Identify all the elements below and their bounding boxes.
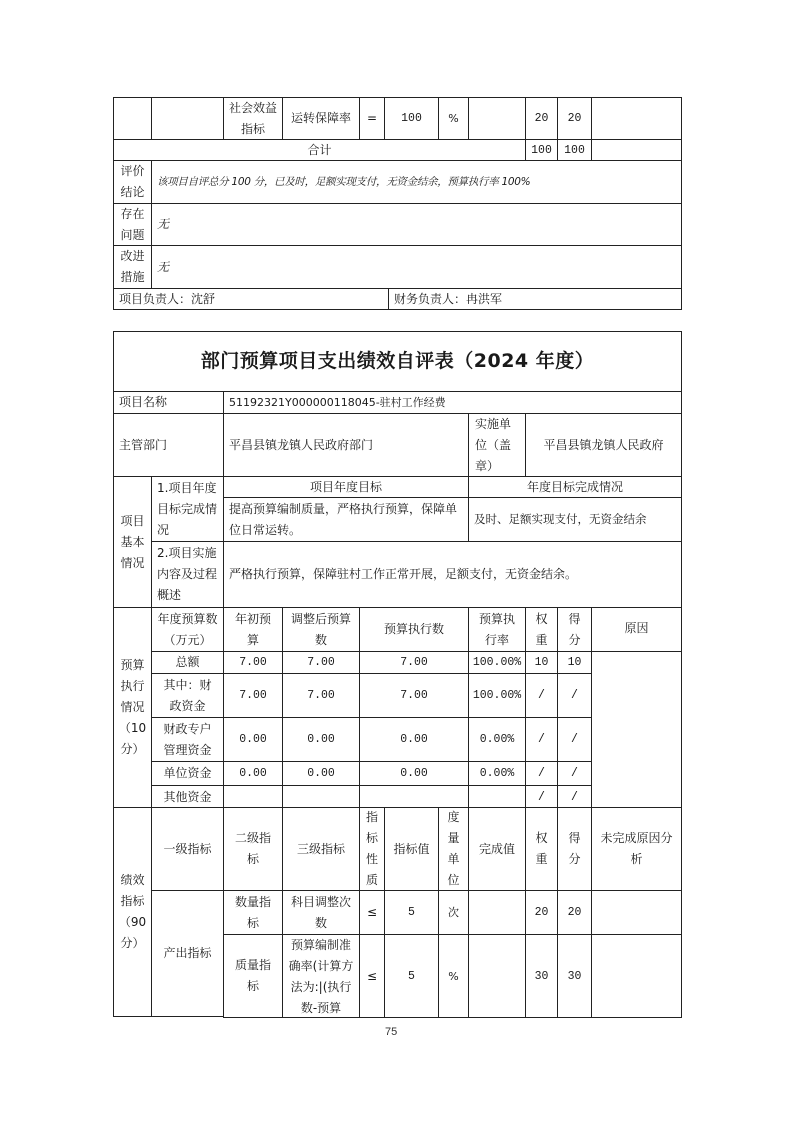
basic-info-label: 项目基本情况: [113, 476, 152, 608]
impl-label: 实施单位（盖章）: [468, 413, 526, 477]
page-number: 75: [385, 1026, 398, 1038]
conclusion-text: 该项目自评总分 100 分，已及时，足额实现支付，无资金结余，预算执行率 100%: [151, 160, 682, 204]
budget-row-weight: 10: [525, 651, 558, 674]
budget-row-adjusted: 0.00: [282, 761, 360, 786]
budget-row-score: /: [557, 717, 592, 762]
budget-header-initial: 年初预算: [223, 607, 283, 652]
indicator-nature: =: [359, 97, 385, 140]
budget-row-weight: /: [525, 785, 558, 809]
process-label: 2.项目实施内容及过程概述: [151, 541, 224, 608]
indicator-score: 20: [557, 97, 592, 140]
perf-row-reason: [591, 934, 682, 1018]
budget-header-reason: 原因: [591, 607, 682, 652]
budget-row-initial: 0.00: [223, 717, 283, 762]
budget-header-score: 得分: [557, 607, 592, 652]
goal-header: 项目年度目标: [223, 476, 469, 498]
perf-row-target: 5: [384, 890, 439, 935]
indicator-actual: [468, 97, 526, 140]
budget-header-rate: 预算执行率: [468, 607, 526, 652]
perf-row-weight: 20: [525, 890, 558, 935]
budget-label: 预算执行情况（10分）: [113, 607, 152, 808]
process-text: 严格执行预算，保障驻村工作正常开展，足额支付，无资金结余。: [223, 541, 682, 608]
total-score: 100: [557, 139, 592, 161]
budget-row-name: 单位资金: [151, 761, 224, 786]
finance-lead: 财务负责人：冉洪军: [388, 288, 682, 310]
budget-row-executed: 7.00: [359, 651, 469, 674]
budget-row-executed: 0.00: [359, 717, 469, 762]
dept-label: 主管部门: [113, 413, 224, 477]
budget-header-executed: 预算执行数: [359, 607, 469, 652]
perf-row-reason: [591, 890, 682, 935]
perf-row-level3: 科目调整次数: [282, 890, 360, 935]
perf-header-level2: 二级指标: [223, 807, 283, 891]
perf-header-level1: 一级指标: [151, 807, 224, 891]
perf-row-unit: %: [438, 934, 469, 1018]
perf-header-target: 指标值: [384, 807, 439, 891]
perf-header-nature: 指标性质: [359, 807, 385, 891]
problems-text: 无: [151, 203, 682, 246]
budget-row-name: 财政专户管理资金: [151, 717, 224, 762]
perf-header-level3: 三级指标: [282, 807, 360, 891]
form-title: 部门预算项目支出绩效自评表（2024 年度）: [113, 331, 682, 392]
budget-row-adjusted: 0.00: [282, 717, 360, 762]
perf-row-score: 30: [557, 934, 592, 1018]
perf-header-score: 得分: [557, 807, 592, 891]
budget-row-rate: 100.00%: [468, 651, 526, 674]
budget-row-adjusted: 7.00: [282, 651, 360, 674]
total-weight: 100: [525, 139, 558, 161]
perf-row-actual: [468, 934, 526, 1018]
total-label: 合计: [113, 139, 526, 161]
indicator-reason: [591, 97, 682, 140]
budget-row-weight: /: [525, 717, 558, 762]
budget-row-weight: /: [525, 761, 558, 786]
budget-row-rate: 100.00%: [468, 673, 526, 718]
performance-label: 绩效指标（90分）: [113, 807, 152, 1017]
indicator-unit: %: [438, 97, 469, 140]
level2-social-benefit: 社会效益指标: [223, 97, 283, 140]
budget-row-score: /: [557, 673, 592, 718]
perf-row-weight: 30: [525, 934, 558, 1018]
total-reason: [591, 139, 682, 161]
completion-text: 及时、足额实现支付，无资金结余: [468, 497, 682, 542]
goal-text: 提高预算编制质量，严格执行预算，保障单位日常运转。: [223, 497, 469, 542]
level1-output: 产出指标: [151, 890, 224, 1017]
perf-row-target: 5: [384, 934, 439, 1018]
budget-row-rate: 0.00%: [468, 717, 526, 762]
completion-header: 年度目标完成情况: [468, 476, 682, 498]
budget-row-initial: 7.00: [223, 673, 283, 718]
perf-row-unit: 次: [438, 890, 469, 935]
improvements-label: 改进措施: [113, 245, 152, 289]
budget-row-adjusted: [282, 785, 360, 809]
budget-row-initial: 7.00: [223, 651, 283, 674]
perf-row-level2: 质量指标: [223, 934, 283, 1018]
level3-indicator: 运转保障率: [282, 97, 360, 140]
budget-row-executed: 7.00: [359, 673, 469, 718]
impl-value: 平昌县镇龙镇人民政府: [525, 413, 682, 477]
perf-header-reason: 未完成原因分析: [591, 807, 682, 891]
conclusion-label: 评价结论: [113, 160, 152, 204]
budget-row-rate: 0.00%: [468, 761, 526, 786]
budget-row-executed: 0.00: [359, 761, 469, 786]
budget-row-name: 其他资金: [151, 785, 224, 809]
perf-row-level3: 预算编制准确率(计算方法为:|(执行数-预算: [282, 934, 360, 1018]
improvements-text: 无: [151, 245, 682, 289]
project-name-label: 项目名称: [113, 391, 224, 414]
budget-header-adjusted: 调整后预算数: [282, 607, 360, 652]
budget-row-name: 总额: [151, 651, 224, 674]
perf-row-nature: ≤: [359, 890, 385, 935]
perf-row-nature: ≤: [359, 934, 385, 1018]
budget-row-initial: 0.00: [223, 761, 283, 786]
project-lead: 项目负责人：沈舒: [113, 288, 389, 310]
budget-row-score: 10: [557, 651, 592, 674]
perf-row-score: 20: [557, 890, 592, 935]
budget-row-weight: /: [525, 673, 558, 718]
perf-header-unit: 度量单位: [438, 807, 469, 891]
budget-header-weight: 权重: [525, 607, 558, 652]
budget-row-executed: [359, 785, 469, 809]
perf-row-level2: 数量指标: [223, 890, 283, 935]
indicator-target: 100: [384, 97, 439, 140]
budget-row-name: 其中：财政资金: [151, 673, 224, 718]
perf-header-actual: 完成值: [468, 807, 526, 891]
budget-row-score: /: [557, 761, 592, 786]
budget-row-initial: [223, 785, 283, 809]
perf-header-weight: 权重: [525, 807, 558, 891]
indicator-weight: 20: [525, 97, 558, 140]
project-name-value: 51192321Y000000118045-驻村工作经费: [223, 391, 682, 414]
budget-header-annual: 年度预算数（万元）: [151, 607, 224, 652]
dept-value: 平昌县镇龙镇人民政府部门: [223, 413, 469, 477]
level2-cell: [151, 97, 224, 140]
budget-reason: [591, 651, 682, 808]
goal-label: 1.项目年度目标完成情况: [151, 476, 224, 542]
budget-row-adjusted: 7.00: [282, 673, 360, 718]
problems-label: 存在问题: [113, 203, 152, 246]
perf-row-actual: [468, 890, 526, 935]
level1-cell: [113, 97, 152, 140]
budget-row-score: /: [557, 785, 592, 809]
budget-row-rate: [468, 785, 526, 809]
